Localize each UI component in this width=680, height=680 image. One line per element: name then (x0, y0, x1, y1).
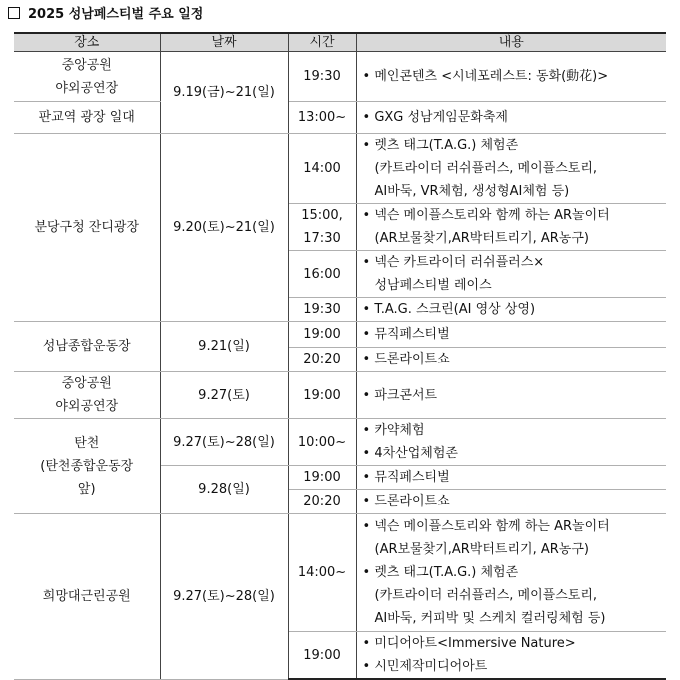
date-cell: 9.27(토) (160, 372, 288, 419)
place-cell: 성남종합운동장 (14, 322, 160, 372)
time-cell: 19:30 (288, 52, 356, 102)
list-item: • 뮤직페스티벌 (362, 470, 450, 485)
page-title (8, 3, 203, 27)
header-time: 시간 (288, 33, 356, 52)
time-cell: 19:00 (288, 466, 356, 490)
time-cell: 14:00 (288, 134, 356, 204)
date-cell: 9.20(토)~21(일) (160, 134, 288, 322)
content-cell: • 넥슨 메이플스토리와 함께 하는 AR놀이터 (AR보물찾기,AR박터트리기, AR농구) • 렛츠 태그(T.A.G.) 체험존 (카트라이더 러쉬플러스, 메이플스토리, AI바둑, 커피박 및 스케치 컬러링체험 등) (356, 514, 666, 632)
table-row (14, 102, 666, 134)
header-place: 장소 (14, 33, 160, 52)
list-item: • 4차산업체험존 (362, 446, 458, 461)
list-item: • 드론라이트쇼 (362, 352, 450, 367)
header-content: 내용 (356, 33, 666, 52)
time-cell: 14:00~ (288, 514, 356, 632)
list-item: • 넥슨 카트라이더 러쉬플러스× (362, 255, 545, 270)
place-cell: 탄천 (탄천종합운동장 앞) (14, 419, 160, 514)
list-item: • 메인콘텐츠 <시네포레스트: 동화(動花)> (362, 69, 609, 84)
time-cell: 19:00 (288, 322, 356, 348)
content-cell (356, 372, 666, 419)
list-item: • 카약체험 (362, 423, 425, 438)
content-cell (356, 102, 666, 134)
content-cell (356, 466, 666, 490)
content-cell (356, 632, 666, 680)
list-item: • 파크콘서트 (362, 387, 438, 403)
content-cell (356, 490, 666, 514)
time-cell: 10:00~ (288, 419, 356, 466)
table-row (14, 134, 666, 204)
list-item: • 렛츠 태그(T.A.G.) 체험존 (362, 138, 519, 153)
table-row (14, 52, 666, 102)
list-item: • 드론라이트쇼 (362, 494, 450, 509)
list-item: • 넥슨 메이플스토리와 함께 하는 AR놀이터 (362, 208, 610, 223)
place-cell: 중앙공원 야외공연장 (14, 372, 160, 419)
list-item: • 시민제작미디어아트 (362, 659, 488, 674)
date-cell: 9.19(금)~21(일) (160, 52, 288, 134)
list-item: • T.A.G. 스크린(AI 영상 상영) (362, 302, 536, 317)
table-row (14, 322, 666, 348)
header-row (14, 33, 666, 52)
table-row (14, 514, 666, 632)
date-cell: 9.27(토)~28(일) (160, 514, 288, 680)
place-cell: 분당구청 잔디광장 (14, 134, 160, 322)
header-date: 날짜 (160, 33, 288, 52)
content-cell: • 렛츠 태그(T.A.G.) 체험존 (카트라이더 러쉬플러스, 메이플스토리, AI바둑, VR체험, 생성형AI체험 등) (356, 134, 666, 204)
content-cell: • 넥슨 카트라이더 러쉬플러스× 성남페스티벌 레이스 (356, 251, 666, 298)
table-row (14, 419, 666, 466)
content-cell (356, 348, 666, 372)
square-bullet-icon (8, 7, 20, 19)
time-cell: 19:00 (288, 632, 356, 680)
content-cell (356, 322, 666, 348)
table-row (14, 372, 666, 419)
time-cell: 15:00, 17:30 (288, 204, 356, 251)
time-cell: 16:00 (288, 251, 356, 298)
list-item: • 뮤직페스티벌 (362, 327, 450, 342)
time-cell: 19:30 (288, 298, 356, 322)
list-item: • GXG 성남게임문화축제 (362, 110, 508, 125)
place-cell: 판교역 광장 일대 (14, 102, 160, 134)
time-cell: 13:00~ (288, 102, 356, 134)
title-text: 2025 성남페스티벌 주요 일정 (28, 7, 204, 22)
date-cell: 9.27(토)~28(일) (160, 419, 288, 466)
list-item: • 렛츠 태그(T.A.G.) 체험존 (362, 565, 519, 580)
content-cell (356, 419, 666, 466)
list-item: • 넥슨 메이플스토리와 함께 하는 AR놀이터 (362, 519, 610, 534)
content-cell (356, 298, 666, 322)
time-cell: 19:00 (288, 372, 356, 419)
content-cell (356, 52, 666, 102)
place-cell: 희망대근린공원 (14, 514, 160, 680)
time-cell: 20:20 (288, 490, 356, 514)
schedule-table (14, 32, 666, 680)
list-item: • 미디어아트<Immersive Nature> (362, 636, 576, 651)
time-cell: 20:20 (288, 348, 356, 372)
content-cell: • 넥슨 메이플스토리와 함께 하는 AR놀이터 (AR보물찾기,AR박터트리기, AR농구) (356, 204, 666, 251)
date-cell: 9.21(일) (160, 322, 288, 372)
date-cell: 9.28(일) (160, 466, 288, 514)
place-cell: 중앙공원 야외공연장 (14, 52, 160, 102)
